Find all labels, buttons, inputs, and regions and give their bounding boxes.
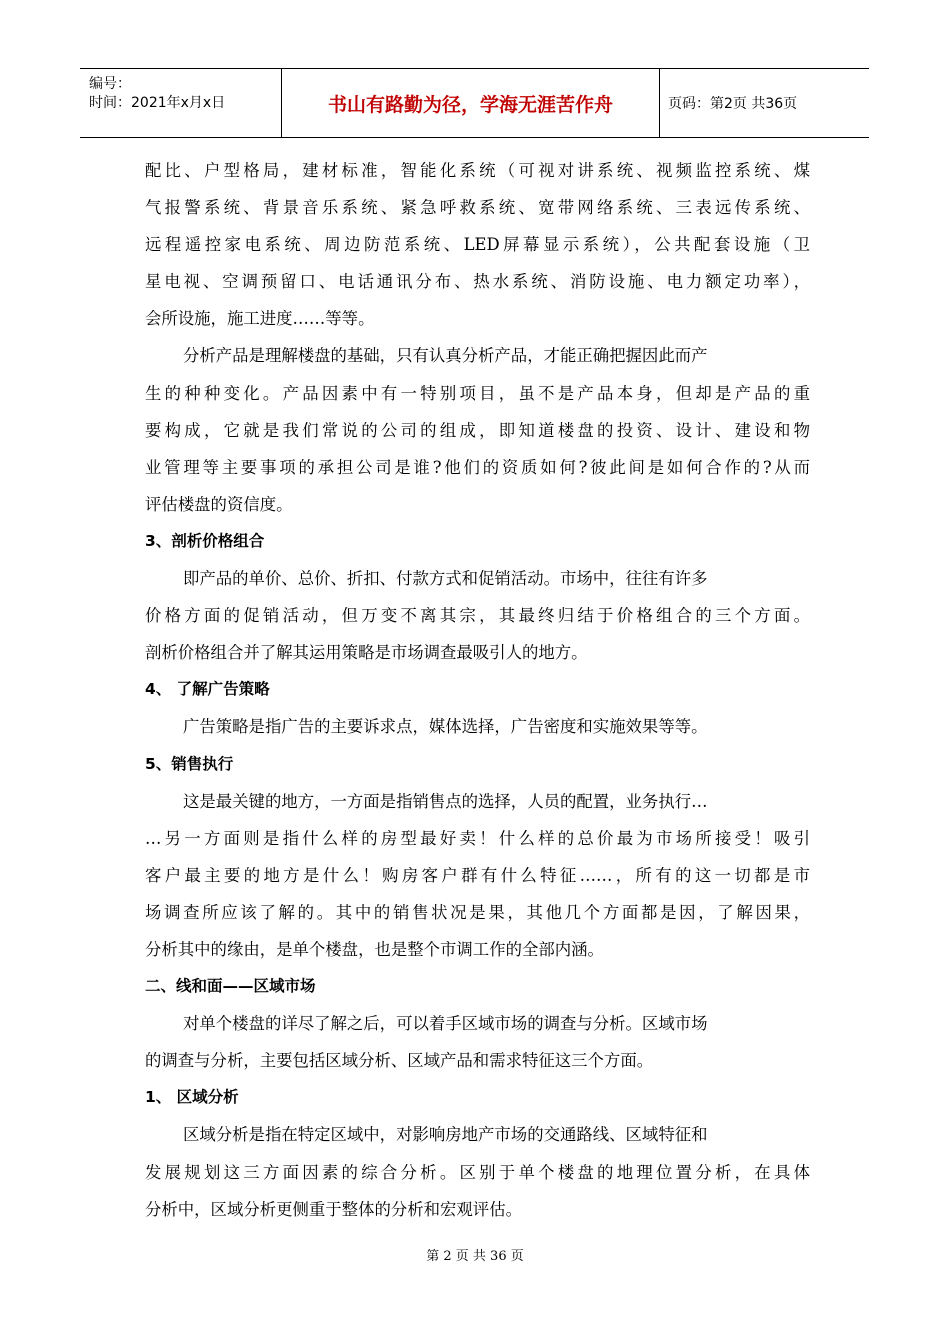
body-text-line: 业管理等主要事项的承担公司是谁?他们的资质如何?彼此间是如何合作的?从而 [145,457,810,477]
body-text-line: 剖析价格组合并了解其运用策略是市场调查最吸引人的地方。 [145,643,588,663]
section-heading: 1、 区域分析 [145,1088,239,1107]
body-text-line: 场调查所应该了解的。其中的销售状况是果，其他几个方面都是因，了解因果， [145,902,810,922]
body-text-line: 生的种种变化。产品因素中有一特别项目，虽不是产品本身，但却是产品的重 [145,383,810,403]
body-text-line: 客户最主要的地方是什么！购房客户群有什么特征……，所有的这一切都是市 [145,865,810,885]
body-text-line: 分析产品是理解楼盘的基础，只有认真分析产品，才能正确把握因此而产 [183,346,708,366]
body-text-line: 价格方面的促销活动，但万变不离其宗，其最终归结于价格组合的三个方面。 [145,606,810,626]
body-text-line: 分析中，区域分析更侧重于整体的分析和宏观评估。 [145,1199,522,1219]
body-text-line: 会所设施，施工进度……等等。 [145,309,375,329]
body-text-line: 评估楼盘的资信度。 [145,494,293,514]
body-text-line: 配比、户型格局，建材标准，智能化系统（可视对讲系统、视频监控系统、煤 [145,161,810,180]
document-body [145,152,810,1228]
section-heading: 4、 了解广告策略 [145,680,270,699]
header-page-number: 页码：第2页 共36页 [668,96,798,112]
body-text-line: 星电视、空调预留口、电话通讯分布、热水系统、消防设施、电力额定功率）， [145,272,810,292]
body-text-line: 发展规划这三方面因素的综合分析。区别于单个楼盘的地理位置分析，在具体 [145,1162,810,1182]
header-motto: 书山有路勤为径，学海无涯苦作舟 [282,69,660,137]
body-text-line: 分析其中的缘由，是单个楼盘，也是整个市调工作的全部内涵。 [145,939,604,959]
body-text-line: 气报警系统、背景音乐系统、紧急呼救系统、宽带网络系统、三表远传系统、 [145,198,810,218]
body-text-line: …另一方面则是指什么样的房型最好卖！什么样的总价最为市场所接受！吸引 [145,828,810,848]
body-text-line: 要构成，它就是我们常说的公司的组成，即知道楼盘的投资、设计、建设和物 [145,420,810,440]
body-text-line: 远程遥控家电系统、周边防范系统、LED屏幕显示系统），公共配套设施（卫 [145,235,810,255]
body-text-line: 即产品的单价、总价、折扣、付款方式和促销活动。市场中，往往有许多 [183,569,708,589]
body-text-line: 这是最关键的地方，一方面是指销售点的选择，人员的配置，业务执行… [183,791,708,811]
header-meta [80,69,282,137]
section-heading: 3、剖析价格组合 [145,531,265,550]
page-header [80,68,869,138]
body-text-line: 广告策略是指广告的主要诉求点，媒体选择，广告密度和实施效果等等。 [183,717,708,737]
section-heading: 二、线和面——区域市场 [145,977,316,996]
document-date-label: 时间：2021年x月x日 [89,95,226,111]
page-footer: 第 2 页 共 36 页 [426,1249,524,1264]
body-text-line: 对单个楼盘的详尽了解之后，可以着手区域市场的调查与分析。区域市场 [183,1014,708,1034]
document-number-label: 编号： [89,76,131,92]
section-heading: 5、销售执行 [145,754,234,773]
body-text-line: 区域分析是指在特定区域中，对影响房地产市场的交通路线、区域特征和 [183,1125,708,1145]
body-text-line: 的调查与分析，主要包括区域分析、区域产品和需求特征这三个方面。 [145,1051,654,1071]
